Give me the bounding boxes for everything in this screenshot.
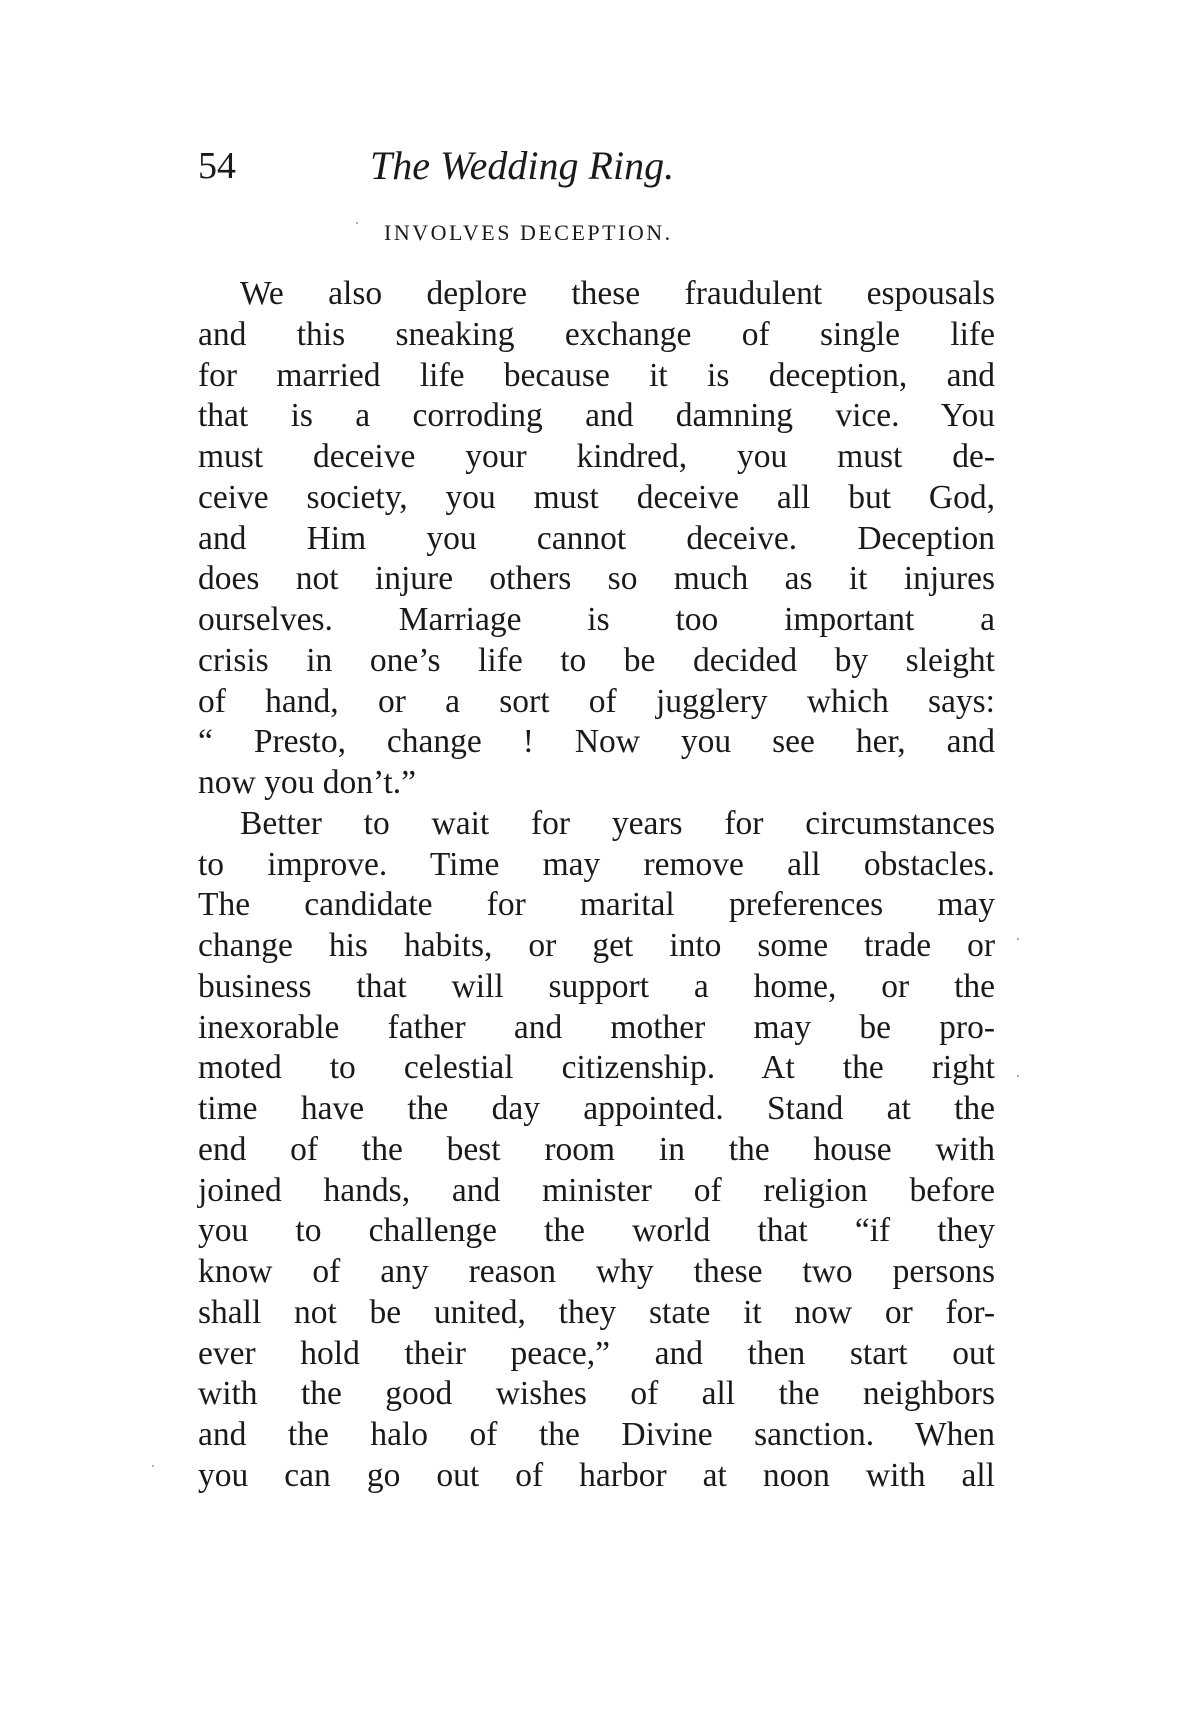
text-line: time have the day appointed. Stand at the [198,1090,995,1127]
running-title: The Wedding Ring. [370,143,675,188]
text-line: moted to celestial citizenship. At the right [198,1049,995,1087]
section-heading: INVOLVES DECEPTION. [384,220,673,245]
text-line: and Him you cannot deceive. Deception [198,519,995,557]
text-line: know of any reason why these two persons [198,1253,995,1290]
text-line: ever hold their peace,” and then start out [198,1334,995,1372]
text-line: must deceive your kindred, you must de- [198,438,995,475]
text-line: We also deplore these fraudulent espousals [240,275,995,312]
text-line: crisis in one’s life to be decided by sleight [198,641,995,679]
body-text [198,274,995,1497]
text-line: does not injure others so much as it injures [198,560,995,598]
scan-speck [1017,1075,1019,1077]
text-line: business that will support a home, or the [198,967,995,1005]
text-line: ceive society, you must deceive all but God, [198,478,995,516]
page-number: 54 [198,145,236,187]
text-line: of hand, or a sort of jugglery which says: [198,682,995,720]
text-line: inexorable father and mother may be pro- [198,1008,995,1046]
scan-speck [152,1465,154,1467]
text-line: change his habits, or get into some trade or [198,927,995,964]
text-line: ourselves. Marriage is too important a [198,601,995,638]
text-line: and this sneaking exchange of single life [198,315,995,353]
text-line: with the good wishes of all the neighbors [198,1375,995,1413]
text-line: “ Presto, change ! Now you see her, and [198,723,995,761]
text-line: that is a corroding and damning vice. You [198,397,995,435]
text-line: end of the best room in the house with [198,1130,995,1168]
text-line: joined hands, and minister of religion before [198,1171,995,1209]
text-line: you to challenge the world that “if they [198,1212,995,1250]
text-line: The candidate for marital preferences may [198,886,995,924]
text-line: shall not be united, they state it now or for- [198,1293,995,1331]
text-line: and the halo of the Divine sanction. When [198,1416,995,1453]
text-line: you can go out of harbor at noon with all [198,1456,995,1494]
running-head [198,136,998,196]
text-line: for married life because it is deception, and [198,356,995,394]
scan-speck [1017,938,1019,940]
text-line: Better to wait for years for circumstances [240,804,995,842]
text-line: to improve. Time may remove all obstacles. [198,845,995,883]
scan-speck [356,222,358,224]
text-line: now you don’t.” [198,764,417,801]
